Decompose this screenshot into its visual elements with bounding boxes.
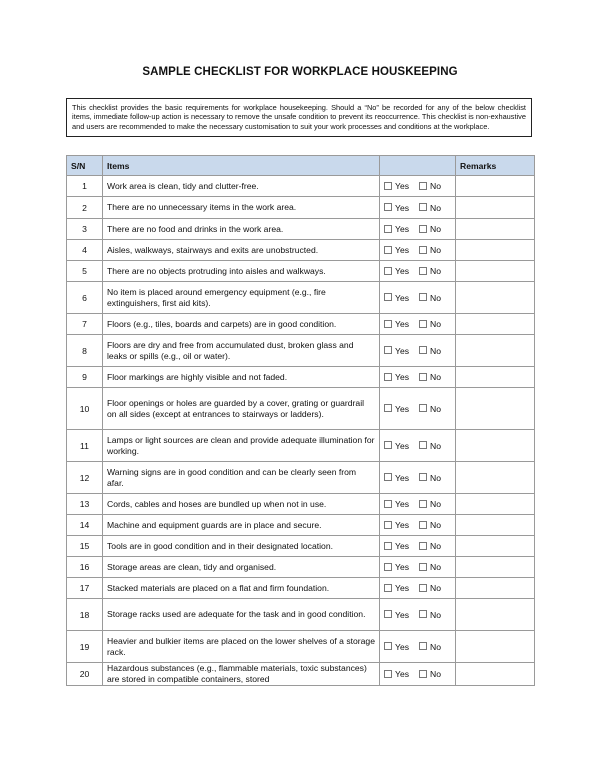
header-remarks: Remarks	[456, 156, 535, 176]
row-number: 2	[67, 197, 103, 219]
no-label: No	[430, 520, 442, 530]
no-option[interactable]	[419, 404, 441, 414]
no-label: No	[430, 562, 442, 572]
yes-checkbox-icon[interactable]	[384, 670, 392, 678]
row-remarks[interactable]	[456, 557, 535, 578]
table-body	[67, 176, 535, 686]
yes-option[interactable]	[384, 245, 409, 255]
yes-checkbox-icon[interactable]	[384, 500, 392, 508]
row-remarks[interactable]	[456, 176, 535, 197]
row-item-text: Lamps or light sources are clean and provide adequate illumination for working.	[103, 430, 380, 462]
row-remarks[interactable]	[456, 631, 535, 663]
yes-label: Yes	[395, 403, 410, 414]
row-item-text: Machine and equipment guards are in place and secure.	[103, 515, 380, 536]
yes-option[interactable]	[384, 669, 409, 679]
row-number: 8	[67, 335, 103, 367]
yes-label: Yes	[395, 641, 410, 652]
row-number: 20	[67, 663, 103, 686]
row-item-text: There are no objects protruding into aisles and walkways.	[103, 261, 380, 282]
yes-option[interactable]	[384, 346, 409, 356]
row-number: 12	[67, 462, 103, 494]
yes-label: Yes	[395, 499, 410, 509]
row-number: 1	[67, 176, 103, 197]
no-label: No	[430, 345, 442, 356]
row-answer-cell	[380, 578, 456, 599]
yes-label: Yes	[395, 520, 410, 530]
no-option[interactable]	[419, 293, 441, 303]
yes-label: Yes	[395, 472, 410, 483]
table-row	[67, 494, 535, 515]
yes-label: Yes	[395, 562, 410, 572]
no-option[interactable]	[419, 583, 441, 593]
no-checkbox-icon[interactable]	[419, 642, 427, 650]
yes-option[interactable]	[384, 473, 409, 483]
row-answer-cell	[380, 557, 456, 578]
yes-option[interactable]	[384, 610, 409, 620]
row-item-text: There are no food and drinks in the work area.	[103, 219, 380, 240]
yes-checkbox-icon[interactable]	[384, 584, 392, 592]
no-option[interactable]	[419, 473, 441, 483]
row-answer-cell	[380, 335, 456, 367]
no-option[interactable]	[419, 541, 441, 551]
row-number: 10	[67, 388, 103, 430]
no-option[interactable]	[419, 669, 441, 679]
no-option[interactable]	[419, 441, 441, 451]
row-item-text: Warning signs are in good condition and can be clearly seen from afar.	[103, 462, 380, 494]
row-remarks[interactable]	[456, 335, 535, 367]
row-remarks[interactable]	[456, 494, 535, 515]
yes-option[interactable]	[384, 499, 409, 509]
row-answer-cell	[380, 515, 456, 536]
row-item-text: Floors (e.g., tiles, boards and carpets) are in good condition.	[103, 314, 380, 335]
yes-checkbox-icon[interactable]	[384, 373, 392, 381]
no-checkbox-icon[interactable]	[419, 267, 427, 275]
yes-label: Yes	[395, 345, 410, 356]
no-label: No	[430, 266, 442, 276]
row-number: 5	[67, 261, 103, 282]
table-row	[67, 176, 535, 197]
no-label: No	[430, 583, 442, 593]
row-number: 16	[67, 557, 103, 578]
yes-checkbox-icon[interactable]	[384, 320, 392, 328]
yes-option[interactable]	[384, 642, 409, 652]
no-option[interactable]	[419, 266, 441, 276]
row-item-text: Work area is clean, tidy and clutter-free.	[103, 176, 380, 197]
no-label: No	[430, 472, 442, 483]
row-answer-cell	[380, 536, 456, 557]
row-remarks[interactable]	[456, 578, 535, 599]
row-number: 11	[67, 430, 103, 462]
row-remarks[interactable]	[456, 536, 535, 557]
yes-checkbox-icon[interactable]	[384, 182, 392, 190]
no-checkbox-icon[interactable]	[419, 225, 427, 233]
no-option[interactable]	[419, 642, 441, 652]
header-sn: S/N	[67, 156, 103, 176]
table-row	[67, 557, 535, 578]
row-item-text: Hazardous substances (e.g., flammable materials, toxic substances) are stored in compatible containers, stored	[103, 663, 380, 686]
document-title: SAMPLE CHECKLIST FOR WORKPLACE HOUSKEEPING	[142, 66, 458, 78]
no-option[interactable]	[419, 562, 441, 572]
row-answer-cell	[380, 494, 456, 515]
table-row	[67, 663, 535, 686]
no-checkbox-icon[interactable]	[419, 584, 427, 592]
row-remarks[interactable]	[456, 261, 535, 282]
yes-checkbox-icon[interactable]	[384, 563, 392, 571]
no-option[interactable]	[419, 245, 441, 255]
yes-label: Yes	[395, 224, 410, 234]
table-header-row	[67, 156, 535, 176]
intro-paragraph: This checklist provides the basic requirements for workplace housekeeping. Should a “No” be recorded for any of the below checklist items, immediate follow-up action is necessary to remove the unsafe condition to prevent its reoccurrence. This checklist is non-exhaustive and users are recommended to make the necessary customisation to suit your work processes and conditions at the workplace.	[66, 98, 532, 137]
no-label: No	[430, 440, 442, 451]
no-label: No	[430, 181, 442, 191]
yes-label: Yes	[395, 319, 410, 329]
no-option[interactable]	[419, 372, 441, 382]
row-remarks[interactable]	[456, 388, 535, 430]
yes-checkbox-icon[interactable]	[384, 293, 392, 301]
row-remarks[interactable]	[456, 462, 535, 494]
row-remarks[interactable]	[456, 219, 535, 240]
yes-option[interactable]	[384, 319, 409, 329]
table-row	[67, 631, 535, 663]
row-number: 4	[67, 240, 103, 261]
no-checkbox-icon[interactable]	[419, 500, 427, 508]
yes-checkbox-icon[interactable]	[384, 473, 392, 481]
no-label: No	[430, 403, 442, 414]
row-number: 3	[67, 219, 103, 240]
yes-checkbox-icon[interactable]	[384, 225, 392, 233]
yes-option[interactable]	[384, 441, 409, 451]
no-checkbox-icon[interactable]	[419, 373, 427, 381]
yes-checkbox-icon[interactable]	[384, 521, 392, 529]
header-items: Items	[103, 156, 380, 176]
table-row	[67, 388, 535, 430]
row-item-text: No item is placed around emergency equipment (e.g., fire extinguishers, first aid kits).	[103, 282, 380, 314]
no-checkbox-icon[interactable]	[419, 293, 427, 301]
no-checkbox-icon[interactable]	[419, 404, 427, 412]
yes-checkbox-icon[interactable]	[384, 346, 392, 354]
yes-checkbox-icon[interactable]	[384, 246, 392, 254]
no-label: No	[430, 541, 442, 551]
row-item-text: Floor openings or holes are guarded by a cover, grating or guardrail on all sides (except at entrances to stairways or ladders).	[103, 388, 380, 430]
table-row	[67, 219, 535, 240]
no-label: No	[430, 641, 442, 652]
no-label: No	[430, 202, 442, 213]
row-remarks[interactable]	[456, 240, 535, 261]
no-label: No	[430, 609, 442, 620]
row-remarks[interactable]	[456, 663, 535, 686]
no-option[interactable]	[419, 224, 441, 234]
table-row	[67, 240, 535, 261]
no-label: No	[430, 669, 442, 679]
row-item-text: Aisles, walkways, stairways and exits are unobstructed.	[103, 240, 380, 261]
row-answer-cell	[380, 261, 456, 282]
no-option[interactable]	[419, 520, 441, 530]
no-label: No	[430, 245, 442, 255]
row-number: 17	[67, 578, 103, 599]
row-remarks[interactable]	[456, 314, 535, 335]
row-answer-cell	[380, 367, 456, 388]
no-label: No	[430, 319, 442, 329]
row-remarks[interactable]	[456, 515, 535, 536]
row-answer-cell	[380, 663, 456, 686]
no-option[interactable]	[419, 610, 441, 620]
row-number: 9	[67, 367, 103, 388]
yes-option[interactable]	[384, 404, 409, 414]
row-item-text: Cords, cables and hoses are bundled up when not in use.	[103, 494, 380, 515]
no-checkbox-icon[interactable]	[419, 563, 427, 571]
row-answer-cell	[380, 240, 456, 261]
yes-checkbox-icon[interactable]	[384, 642, 392, 650]
table-row	[67, 578, 535, 599]
no-checkbox-icon[interactable]	[419, 542, 427, 550]
no-checkbox-icon[interactable]	[419, 203, 427, 211]
row-number: 15	[67, 536, 103, 557]
yes-checkbox-icon[interactable]	[384, 267, 392, 275]
yes-option[interactable]	[384, 520, 409, 530]
row-item-text: Floors are dry and free from accumulated dust, broken glass and leaks or spills (e.g., oil or water).	[103, 335, 380, 367]
row-number: 19	[67, 631, 103, 663]
row-answer-cell	[380, 282, 456, 314]
row-remarks[interactable]	[456, 282, 535, 314]
yes-label: Yes	[395, 440, 410, 451]
no-option[interactable]	[419, 499, 441, 509]
row-answer-cell	[380, 314, 456, 335]
row-item-text: Heavier and bulkier items are placed on the lower shelves of a storage rack.	[103, 631, 380, 663]
no-checkbox-icon[interactable]	[419, 441, 427, 449]
row-answer-cell	[380, 388, 456, 430]
table-row	[67, 282, 535, 314]
yes-option[interactable]	[384, 266, 409, 276]
row-answer-cell	[380, 430, 456, 462]
yes-checkbox-icon[interactable]	[384, 610, 392, 618]
no-checkbox-icon[interactable]	[419, 473, 427, 481]
row-answer-cell	[380, 176, 456, 197]
table-row	[67, 462, 535, 494]
no-label: No	[430, 499, 442, 509]
yes-label: Yes	[395, 609, 410, 620]
row-item-text: Floor markings are highly visible and not faded.	[103, 367, 380, 388]
table-row	[67, 515, 535, 536]
yes-label: Yes	[395, 202, 410, 213]
table-row	[67, 261, 535, 282]
yes-label: Yes	[395, 245, 410, 255]
yes-label: Yes	[395, 583, 410, 593]
row-number: 7	[67, 314, 103, 335]
row-item-text: Storage racks used are adequate for the task and in good condition.	[103, 599, 380, 631]
row-answer-cell	[380, 462, 456, 494]
table-row	[67, 335, 535, 367]
row-answer-cell	[380, 599, 456, 631]
no-checkbox-icon[interactable]	[419, 610, 427, 618]
table-row	[67, 197, 535, 219]
table-row	[67, 599, 535, 631]
no-checkbox-icon[interactable]	[419, 182, 427, 190]
table-row	[67, 430, 535, 462]
table-row	[67, 314, 535, 335]
no-label: No	[430, 372, 442, 382]
table-row	[67, 536, 535, 557]
yes-option[interactable]	[384, 583, 409, 593]
yes-option[interactable]	[384, 372, 409, 382]
yes-checkbox-icon[interactable]	[384, 404, 392, 412]
row-remarks[interactable]	[456, 599, 535, 631]
yes-option[interactable]	[384, 541, 409, 551]
no-label: No	[430, 292, 442, 303]
yes-option[interactable]	[384, 181, 409, 191]
row-remarks[interactable]	[456, 430, 535, 462]
yes-option[interactable]	[384, 293, 409, 303]
no-option[interactable]	[419, 319, 441, 329]
yes-label: Yes	[395, 541, 410, 551]
no-checkbox-icon[interactable]	[419, 521, 427, 529]
yes-option[interactable]	[384, 224, 409, 234]
yes-label: Yes	[395, 181, 410, 191]
yes-checkbox-icon[interactable]	[384, 542, 392, 550]
checklist-table	[66, 155, 535, 686]
row-number: 6	[67, 282, 103, 314]
row-remarks[interactable]	[456, 197, 535, 219]
no-label: No	[430, 224, 442, 234]
no-checkbox-icon[interactable]	[419, 246, 427, 254]
yes-label: Yes	[395, 372, 410, 382]
row-item-text: There are no unnecessary items in the work area.	[103, 197, 380, 219]
row-number: 14	[67, 515, 103, 536]
no-checkbox-icon[interactable]	[419, 320, 427, 328]
row-answer-cell	[380, 219, 456, 240]
yes-option[interactable]	[384, 203, 409, 213]
row-number: 18	[67, 599, 103, 631]
row-answer-cell	[380, 197, 456, 219]
row-item-text: Tools are in good condition and in their designated location.	[103, 536, 380, 557]
table-row	[67, 367, 535, 388]
yes-label: Yes	[395, 292, 410, 303]
yes-option[interactable]	[384, 562, 409, 572]
no-checkbox-icon[interactable]	[419, 346, 427, 354]
no-checkbox-icon[interactable]	[419, 670, 427, 678]
yes-label: Yes	[395, 266, 410, 276]
yes-label: Yes	[395, 669, 410, 679]
no-option[interactable]	[419, 203, 441, 213]
yes-checkbox-icon[interactable]	[384, 441, 392, 449]
row-answer-cell	[380, 631, 456, 663]
row-number: 13	[67, 494, 103, 515]
row-item-text: Storage areas are clean, tidy and organised.	[103, 557, 380, 578]
no-option[interactable]	[419, 181, 441, 191]
row-remarks[interactable]	[456, 367, 535, 388]
header-answer	[380, 156, 456, 176]
row-item-text: Stacked materials are placed on a flat and firm foundation.	[103, 578, 380, 599]
yes-checkbox-icon[interactable]	[384, 203, 392, 211]
no-option[interactable]	[419, 346, 441, 356]
